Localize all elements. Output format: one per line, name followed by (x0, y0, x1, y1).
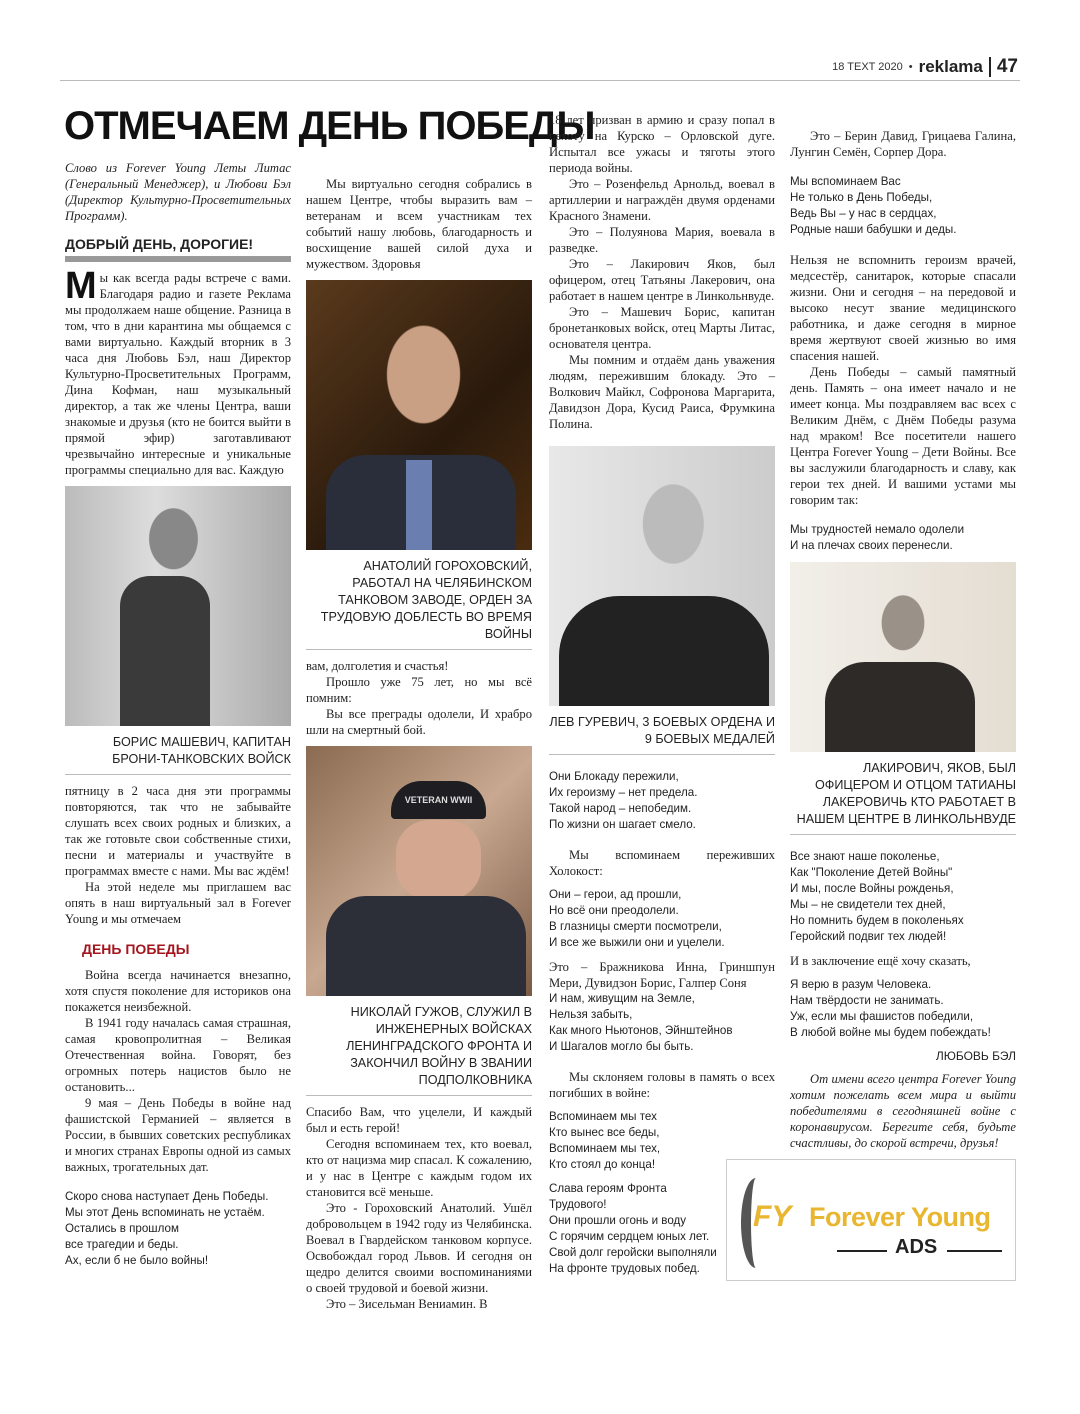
paragraph: Это – Берин Давид, Грицаева Галина, Лунгин Семён, Сорпер Дора. (790, 129, 1016, 159)
paragraph: Это – Бражникова Инна, Гриншпун Мери, Дувидзон Борис, Галпер Соня (549, 960, 775, 990)
section-name: reklama (918, 57, 983, 76)
poem: Все знают наше поколенье, Как "Поколение Детей Войны" И мы, после Войны рожденья, Мы – не свидетели тех дней, Но помнить будем в поколеньях Геройский подвиг тех людей! (790, 850, 964, 943)
logo-mark: FY (753, 1200, 792, 1233)
poem: И нам, живущим на Земле, Нельзя забыть, Как много Ньютонов, Эйнштейнов И Шагалов могло бы быть. (549, 992, 733, 1053)
photo-anatoly-gorokhovsky (306, 280, 532, 550)
photo-yakov-lakirovich (790, 562, 1016, 752)
article-text (790, 953, 1016, 969)
article-text (65, 265, 291, 478)
paragraph: 9 мая – День Победы в войне над фашистской Германией – является в России, в бывших советских республиках и многих странах Европы одной из самых важных, трогательных дат. (65, 1096, 291, 1174)
logo-name: Forever Young (809, 1202, 991, 1232)
paragraph: Нельзя не вспомнить героизм врачей, медсестёр, санитарок, которые спасали жизни. Они и сегодня – на передовой и высоко несут звание медицинского работника, и даже сегодня в мирное время жертвуют своей жизнью во имя спасения нашей. (790, 253, 1016, 363)
issue-date: 18 TEXT 2020 (832, 61, 903, 73)
paragraph: пятницу в 2 часа дня эти программы повторяются, так что не забывайте слушать всех своих родных и близких, а так же готовьте свои собственные стихи, песни и материалы и участвуйте в программах вместе с нами. Мы вас ждём! (65, 784, 291, 878)
column-2 (306, 176, 532, 1312)
page-number: 47 (996, 56, 1018, 77)
paragraph: Это – Розенфельд Арнольд, воевал в артиллерии и награждён двумя орденами Красного Знамени. (549, 177, 775, 223)
forever-young-ads-logo (726, 1159, 1016, 1281)
paragraph: На этой неделе мы приглашем вас опять в наш виртуальный зал в Forever Young и мы отмечаем (65, 880, 291, 926)
paragraph: Спасибо Вам, что уцелели, И каждый был и есть герой! (306, 1105, 532, 1135)
photo-caption: АНАТОЛИЙ ГОРОХОВСКИЙ, РАБОТАЛ НА ЧЕЛЯБИНСКОМ ТАНКОВОМ ЗАВОДЕ, ОРДЕН ЗА ТРУДОВУЮ ДОБЛЕСТЬ ВО ВРЕМЯ ВОЙНЫ (306, 558, 532, 650)
paragraph: День Победы – самый памятный день. Память – она имеет начало и не имеет конца. Мы поздравляем вас всех с Великим Днём, с Днём Победы разума над мраком! Все посетители нашего Центра Forever Young – Дети Войны. Все вы заслужили благодарность и славу, как герои тех дней. И вашими устами мы говорим так: (790, 365, 1016, 507)
closing-text (790, 1071, 1016, 1151)
paragraph: Это – Зисельман Вениамин. В (326, 1297, 488, 1311)
poem: Мы вспоминаем Вас Не только в День Победы, Ведь Вы – у нас в сердцах, Родные наши бабушки и деды. (790, 175, 957, 236)
article-text (65, 783, 291, 927)
column-1 (65, 160, 291, 1269)
article-text (549, 847, 775, 879)
veteran-cap: VETERAN WWII (391, 781, 486, 819)
poem: Вспоминаем мы тех Кто вынес все беды, Вспоминаем мы тех, Кто стоял до конца! (549, 1110, 661, 1171)
section-heading: ДОБРЫЙ ДЕНЬ, ДОРОГИЕ! (65, 236, 254, 252)
paragraph: 18 лет призван в армию и сразу попал в пехоту на Курско – Орловской дуге. Испытал все ужасы и тяготы этого периода войны. (549, 113, 775, 175)
article-text (790, 128, 1016, 160)
paragraph: Это – Лакирович Яков, был офицером, отец Татьяны Лакерович, она работает в нашем центре в Линкольнвуде. (549, 257, 775, 303)
photo-boris-mashevich (65, 486, 291, 726)
photo-caption: ЛАКИРОВИЧ, ЯКОВ, БЫЛ ОФИЦЕРОМ И ОТЦОМ ТАТИАНЫ ЛАКЕРОВИЧЬ КТО РАБОТАЕТ В НАШЕМ ЦЕНТРЕ В ЛИНКОЛЬНВУДЕ (790, 760, 1016, 835)
article-text (65, 967, 291, 1175)
paragraph: вам, долголетия и счастья! (306, 659, 449, 673)
poem: Слава героям Фронта Трудового! Они прошли огонь и воду С горячим сердцем юных лет. Свой долг геройски выполняли На фронте трудовых побед. (549, 1182, 717, 1275)
drop-cap: М (65, 265, 97, 307)
poem: Мы трудностей немало одолели И на плечах своих перенесли. (790, 523, 965, 552)
column-4 (753, 128, 1016, 1281)
paragraph: Это – Полуянова Мария, воевала в разведке. (549, 225, 775, 255)
divider (989, 57, 991, 77)
heading-bar (65, 256, 291, 262)
photo-nikolay-guzhov (306, 746, 532, 996)
article-text (306, 176, 532, 272)
paragraph: От имени всего центра Forever Young хотим пожелать всем мира и выйти победителями в сегодняшней войне с коронавирусом. Берегите себя, будьте счастливы, до скорой встречи, друзья! (790, 1072, 1016, 1150)
article-text (306, 1104, 532, 1312)
paragraph: Вы все преграды одолели, И храбро шли на смертный бой. (306, 707, 532, 737)
paragraph: Мы вспоминаем переживших Холокост: (549, 848, 775, 878)
article-text (549, 959, 775, 991)
paragraph: В 1941 году началась самая страшная, самая кровопролитная – Великая Отечественная война. Говорят, без огромных потерь нацистов было не остановить... (65, 1016, 291, 1094)
header-rule (60, 80, 1020, 81)
page-title: ОТМЕЧАЕМ ДЕНЬ ПОБЕДЫ (64, 104, 595, 148)
article-text (306, 658, 532, 738)
logo-sub: ADS (895, 1236, 938, 1258)
photo-lev-gurevich (549, 446, 775, 706)
photo-caption: НИКОЛАЙ ГУЖОВ, СЛУЖИЛ В ИНЖЕНЕРНЫХ ВОЙСКАХ ЛЕНИНГРАДСКОГО ФРОНТА И ЗАКОНЧИЛ ВОЙНУ В ЗВАНИИ ПОДПОЛКОВНИКА (306, 1004, 532, 1096)
paragraph: Сегодня вспоминаем тех, кто воевал, кто от нацизма мир спасал. К сожалению, и у нас в Центре с каждым годом их становится всё меньше. (306, 1137, 532, 1199)
paragraph: Это - Гороховский Анатолий. Ушёл добровольцем в 1942 году из Челябинска. Воевал в Гвардейском танковом корпусе. Освобождал город Львов. И сегодня он щедро делится своими воспоминаниями о своей трудовой и боевой жизни. (306, 1201, 532, 1295)
article-text (549, 1069, 775, 1101)
paragraph: Война всегда начинается внезапно, хотя спустя поколение для историков она покажется неизбежной. (65, 968, 291, 1014)
photo-caption: ЛЕВ ГУРЕВИЧ, 3 БОЕВЫХ ОРДЕНА И 9 БОЕВЫХ МЕДАЛЕЙ (549, 714, 775, 755)
intro-text: Слово из Forever Young Леты Литас (Генеральный Менеджер), и Любови Бэл (Директор Культурно-Просветительных Программ). (65, 161, 291, 223)
paragraph: И в заключение ещё хочу сказать, (790, 954, 971, 968)
paragraph: Мы помним и отдаём дань уважения людям, пережившим блокаду. Это – Волкович Майкл, Софронова Маргарита, Давидзон Дора, Кусид Раиса, Фрумкина Полина. (549, 353, 775, 431)
page-header (832, 56, 1018, 78)
poem: Скоро снова наступает День Победы. Мы этот День вспоминать не устаём. Остались в прошлом все трагедии и беды. Ах, если б не было войны! (65, 1190, 269, 1267)
paragraph: Это – Машевич Борис, капитан бронетанковых войск, отец Марты Литас, основателя центра. (549, 305, 775, 351)
bullet: • (908, 61, 913, 73)
article-text (549, 112, 775, 432)
author-signature: ЛЮБОВЬ БЭЛ (935, 1049, 1016, 1063)
paragraph: ы как всегда рады встрече с вами. Благодаря радио и газете Реклама мы продолжаем наше общение. Разница в том, что в дни карантина мы общаемся с вами виртуально. Каждый вторник в 3 часа дня Любовь Бэл, наш Директор Культурно-Просветительных Программ, Дина Кофман, наш музыкальный директор, а так же члены Центра, ваши знакомые и друзья (кто не боится выйти в прямой эфир) заготавливают чрезвычайно интересные и уникальные программы специально для вас. Каждую (65, 271, 291, 477)
column-3 (549, 112, 775, 1277)
article-text (790, 252, 1016, 508)
paragraph: Прошло уже 75 лет, но мы всё помним: (306, 675, 532, 705)
paragraph: Мы склоняем головы в память о всех погибших в войне: (549, 1070, 775, 1100)
poem: Они – герои, ад прошли, Но всё они преодолели. В глазницы смерти посмотрели, И все же выжили они и уцелели. (549, 888, 725, 949)
poem: Я верю в разум Человека. Нам твёрдости не занимать. Уж, если мы фашистов победили, В любой войне мы будем побеждать! (790, 978, 991, 1039)
paragraph: Мы виртуально сегодня собрались в нашем Центре, чтобы выразить вам – ветеранам и всем участникам тех событий нашу любовь, благодарность и восхищение вашей силой духа и мужеством. Здоровья (306, 177, 532, 271)
section-heading-victory-day: ДЕНЬ ПОБЕДЫ (82, 941, 190, 957)
photo-caption: БОРИС МАШЕВИЧ, КАПИТАН БРОНИ-ТАНКОВСКИХ ВОЙСК (65, 734, 291, 775)
poem: Они Блокаду пережили, Их героизму – нет предела. Такой народ – непобедим. По жизни он шагает смело. (549, 770, 698, 831)
